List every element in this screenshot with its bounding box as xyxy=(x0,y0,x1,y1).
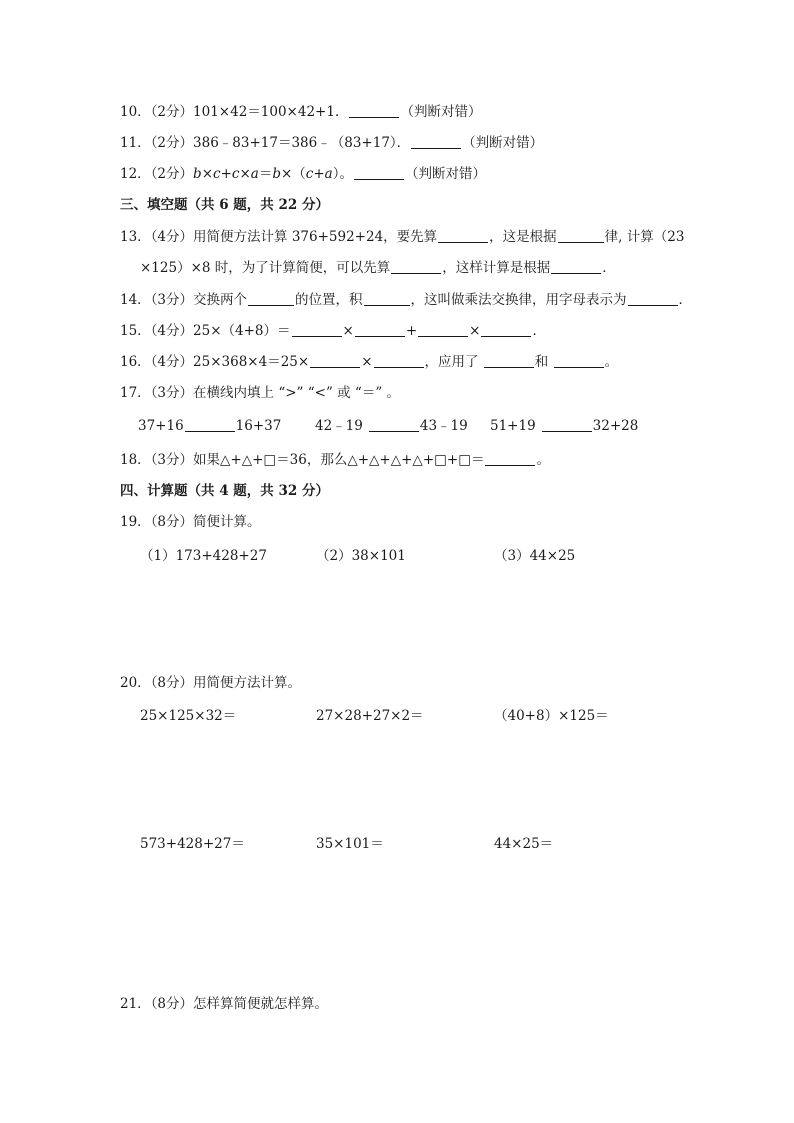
question-number: 21． xyxy=(120,996,151,1012)
compare-right: 32+28 xyxy=(592,418,639,434)
question-score: （8分） xyxy=(150,996,194,1012)
question-text: 交换两个 xyxy=(193,292,248,308)
question-text: 386﹣83+17＝386﹣（83+17）． xyxy=(193,135,411,151)
question-text: 如果△+△+□＝36，那么△+△+△+△+□+□＝ xyxy=(193,452,485,468)
compare-left: 37+16 xyxy=(138,418,184,434)
close-paren: ）。 xyxy=(332,166,353,182)
answer-blank[interactable] xyxy=(349,103,399,118)
op-times: × xyxy=(361,354,373,370)
answer-blank[interactable] xyxy=(481,322,531,337)
question-text: 的位置，积 xyxy=(295,292,363,308)
question-18 xyxy=(120,450,550,470)
answer-blank[interactable] xyxy=(485,451,535,466)
calc-item: 573+428+27＝ xyxy=(140,836,245,852)
question-tail: （判断对错） xyxy=(400,104,482,120)
answer-blank[interactable] xyxy=(542,417,592,432)
op-times-paren: ×（ xyxy=(280,166,306,182)
question-13-line-1 xyxy=(120,227,684,247)
answer-blank[interactable] xyxy=(369,417,419,432)
compare-right: 16+37 xyxy=(235,418,282,434)
calc-item: （1）173+428+27 xyxy=(140,548,267,564)
compare-left: 51+19 xyxy=(490,418,536,434)
answer-blank[interactable] xyxy=(418,322,468,337)
op-times: × xyxy=(469,323,481,339)
question-19 xyxy=(120,512,261,532)
question-number: 14． xyxy=(120,292,151,308)
question-10 xyxy=(120,102,481,122)
op-plus: + xyxy=(405,323,418,339)
answer-blank[interactable] xyxy=(354,165,404,180)
question-text: 101×42＝100×42+1． xyxy=(193,104,349,120)
question-text: 25×（4+8）＝ xyxy=(193,323,291,339)
op-plus: + xyxy=(220,166,232,182)
question-score: （2分） xyxy=(150,135,194,151)
op-times: × xyxy=(201,166,213,182)
answer-blank[interactable] xyxy=(185,417,235,432)
question-text: 25×368×4＝25× xyxy=(193,354,310,370)
question-number: 19． xyxy=(120,514,151,530)
question-score: （3分） xyxy=(150,452,194,468)
var-b: b xyxy=(193,166,202,182)
question-tail: （判断对错） xyxy=(462,135,544,151)
question-text: 用简便方法计算 376+592+24，要先算 xyxy=(193,229,438,245)
question-text: 怎样算简便就怎样算。 xyxy=(193,996,329,1012)
calc-item: 25×125×32＝ xyxy=(140,708,237,724)
answer-blank[interactable] xyxy=(628,291,678,306)
question-text: 律, 计算（23 xyxy=(604,229,685,245)
answer-blank[interactable] xyxy=(310,353,360,368)
question-number: 16． xyxy=(120,354,151,370)
calc-item: 44×25＝ xyxy=(494,836,554,852)
answer-blank[interactable] xyxy=(438,228,488,243)
op-equals: ＝ xyxy=(258,166,273,182)
question-text: 。 xyxy=(604,354,619,370)
op-times: × xyxy=(342,323,354,339)
answer-blank[interactable] xyxy=(364,291,410,306)
question-13-line-2 xyxy=(140,258,616,278)
question-text: 简便计算。 xyxy=(193,514,261,530)
answer-blank[interactable] xyxy=(355,322,405,337)
question-text: ． xyxy=(532,323,546,339)
question-text: 。 xyxy=(536,452,550,468)
question-text: ． xyxy=(678,292,693,308)
var-c: c xyxy=(231,166,240,182)
section-heading-calculation: 四、计算题（共 4 题，共 32 分） xyxy=(120,483,329,499)
question-score: （8分） xyxy=(150,514,194,530)
section-heading-fill-in: 三、填空题（共 6 题，共 22 分） xyxy=(120,197,329,213)
compare-left: 42﹣19 xyxy=(315,418,363,434)
question-number: 13． xyxy=(120,229,151,245)
question-text: 用简便方法计算。 xyxy=(193,675,302,691)
question-score: （2分） xyxy=(150,104,194,120)
question-text: 在横线内填上 “>” “<” 或 “＝” 。 xyxy=(193,385,401,401)
question-text: ，这叫做乘法交换律，用字母表示为 xyxy=(410,292,627,308)
question-number: 15． xyxy=(120,323,151,339)
question-14 xyxy=(120,290,692,310)
question-tail: （判断对错） xyxy=(404,166,486,182)
question-15 xyxy=(120,321,546,341)
calc-item: 27×28+27×2＝ xyxy=(316,708,424,724)
op-times: × xyxy=(239,166,251,182)
var-c: c xyxy=(213,166,221,182)
var-a: a xyxy=(250,166,259,182)
calc-item: （3）44×25 xyxy=(494,548,576,564)
compare-item-1 xyxy=(138,416,281,436)
question-text: 和 xyxy=(534,354,553,370)
answer-blank[interactable] xyxy=(248,291,294,306)
question-number: 10． xyxy=(120,104,151,120)
answer-blank[interactable] xyxy=(374,353,424,368)
question-score: （4分） xyxy=(150,354,194,370)
var-a: a xyxy=(324,166,333,182)
question-score: （4分） xyxy=(150,323,194,339)
question-score: （2分） xyxy=(150,166,194,182)
question-score: （3分） xyxy=(150,292,194,308)
question-number: 20． xyxy=(120,675,151,691)
question-number: 11． xyxy=(120,135,151,151)
calc-item: （2）38×101 xyxy=(316,548,406,564)
question-16 xyxy=(120,352,618,372)
calc-item: 35×101＝ xyxy=(316,836,384,852)
answer-blank[interactable] xyxy=(292,322,342,337)
answer-blank[interactable] xyxy=(554,353,604,368)
question-score: （3分） xyxy=(150,385,194,401)
question-12 xyxy=(120,164,486,184)
calc-item: （40+8）×125＝ xyxy=(494,708,609,724)
question-text: ，这是根据 xyxy=(489,229,557,245)
var-b: b xyxy=(272,166,281,182)
compare-item-2 xyxy=(315,416,468,436)
op-plus: + xyxy=(313,166,325,182)
question-number: 18． xyxy=(120,452,151,468)
compare-item-3 xyxy=(490,416,638,436)
question-text: ． xyxy=(602,260,616,276)
answer-blank[interactable] xyxy=(558,228,604,243)
var-c: c xyxy=(305,166,314,182)
answer-blank[interactable] xyxy=(484,353,534,368)
compare-right: 43﹣19 xyxy=(419,418,468,434)
question-17 xyxy=(120,383,400,403)
answer-blank[interactable] xyxy=(551,259,601,274)
question-text: ，这样计算是根据 xyxy=(442,260,551,276)
question-20 xyxy=(120,673,301,693)
answer-blank[interactable] xyxy=(411,134,461,149)
question-score: （8分） xyxy=(150,675,194,691)
question-number: 12． xyxy=(120,166,151,182)
question-21 xyxy=(120,994,328,1014)
question-number: 17． xyxy=(120,385,151,401)
question-11 xyxy=(120,133,543,153)
question-text: ×125）×8 时，为了计算简便，可以先算 xyxy=(140,260,391,276)
answer-blank[interactable] xyxy=(391,259,441,274)
question-text: ，应用了 xyxy=(424,354,483,370)
question-score: （4分） xyxy=(150,229,194,245)
